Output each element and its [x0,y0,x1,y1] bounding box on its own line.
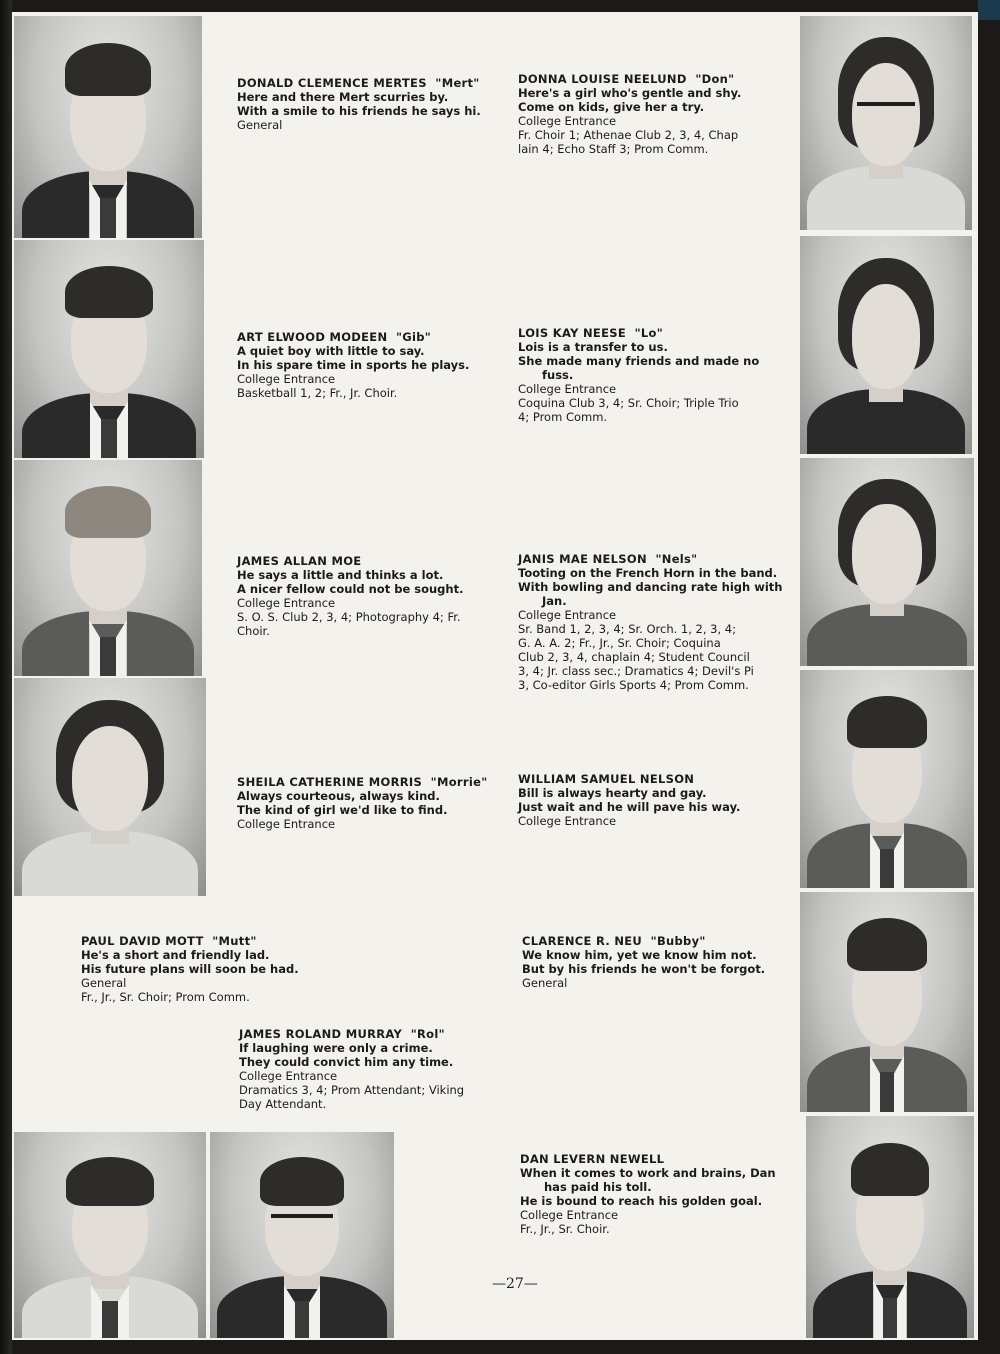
detail-line: G. A. A. 2; Fr., Jr., Sr. Choir; Coquina [518,636,721,650]
portrait-photo-neu [800,892,974,1112]
nickname: "Don" [695,72,735,86]
verse-line: If laughing were only a crime. [239,1041,433,1055]
verse-line: Just wait and he will pave his way. [518,800,741,814]
nickname: "Rol" [410,1027,445,1041]
detail-line: General [522,976,568,990]
student-name: SHEILA CATHERINE MORRIS [237,775,423,789]
detail-line: College Entrance [237,596,336,610]
student-name: ART ELWOOD MODEEN [237,330,388,344]
detail-line: Day Attendant. [239,1097,327,1111]
portrait-photo-moe [14,460,202,676]
portrait-photo-janis-nelson [800,458,974,666]
detail-line: College Entrance [237,372,336,386]
detail-line: College Entrance [239,1069,338,1083]
detail-line: Club 2, 3, 4, chaplain 4; Student Council [518,650,750,664]
verse-line: A quiet boy with little to say. [237,344,425,358]
detail-line: College Entrance [520,1208,619,1222]
student-name: DONALD CLEMENCE MERTES [237,76,427,90]
detail-line: Coquina Club 3, 4; Sr. Choir; Triple Trio [518,396,739,410]
verse-line: They could convict him any time. [239,1055,454,1069]
entry-newell [520,1152,776,1236]
detail-line: 3, 4; Jr. class sec.; Dramatics 4; Devil's Pi [518,664,754,678]
verse-line: Bill is always hearty and gay. [518,786,707,800]
detail-line: Choir. [237,624,270,638]
verse-line: Jan. [542,594,567,608]
verse-line: The kind of girl we'd like to find. [237,803,448,817]
student-name: JANIS MAE NELSON [518,552,647,566]
entry-neelund [518,72,741,156]
detail-line: Fr., Jr., Sr. Choir; Prom Comm. [81,990,250,1004]
verse-line: We know him, yet we know him not. [522,948,757,962]
nickname: "Lo" [634,326,664,340]
portrait-photo-mertes [14,16,202,238]
entry-moe [237,554,463,638]
portrait-photo-neelund [800,16,972,230]
detail-line: College Entrance [518,608,617,622]
nickname: "Gib" [395,330,432,344]
verse-line: Here's a girl who's gentle and shy. [518,86,742,100]
detail-line: College Entrance [518,814,617,828]
verse-line: Here and there Mert scurries by. [237,90,449,104]
verse-line: Come on kids, give her a try. [518,100,705,114]
portrait-photo-modeen [14,240,204,458]
nickname: "Mert" [435,76,480,90]
student-name: DONNA LOUISE NEELUND [518,72,687,86]
student-name: LOIS KAY NEESE [518,326,626,340]
detail-line: College Entrance [237,817,336,831]
verse-line: Lois is a transfer to us. [518,340,668,354]
verse-line: His future plans will soon be had. [81,962,299,976]
verse-line: has paid his toll. [544,1180,652,1194]
entry-neu [522,934,765,990]
portrait-photo-morris [14,678,206,896]
portrait-photo-mott [14,1132,206,1338]
detail-line: College Entrance [518,114,617,128]
verse-line: fuss. [542,368,574,382]
verse-line: Tooting on the French Horn in the band. [518,566,778,580]
verse-line: With a smile to his friends he says hi. [237,104,481,118]
detail-line: Sr. Band 1, 2, 3, 4; Sr. Orch. 1, 2, 3, 4; [518,622,737,636]
verse-line: In his spare time in sports he plays. [237,358,470,372]
nickname: "Nels" [655,552,698,566]
corner-tab [978,0,1000,20]
entry-murray [239,1027,464,1111]
portrait-photo-murray [210,1132,394,1338]
verse-line: A nicer fellow could not be sought. [237,582,464,596]
entry-mott [81,934,299,1004]
verse-line: But by his friends he won't be forgot. [522,962,766,976]
detail-line: Basketball 1, 2; Fr., Jr. Choir. [237,386,398,400]
portrait-photo-william-nelson [800,670,974,888]
page-binding [0,0,12,1354]
portrait-photo-newell [806,1116,974,1338]
nickname: "Mutt" [212,934,257,948]
student-name: PAUL DAVID MOTT [81,934,204,948]
detail-line: College Entrance [518,382,617,396]
detail-line: General [81,976,127,990]
verse-line: She made many friends and made no [518,354,760,368]
entry-modeen [237,330,469,400]
entry-william-nelson [518,772,740,828]
verse-line: When it comes to work and brains, Dan [520,1166,776,1180]
detail-line: 3, Co-editor Girls Sports 4; Prom Comm. [518,678,749,692]
entry-janis-nelson [518,552,782,692]
entry-morris [237,775,487,831]
detail-line: lain 4; Echo Staff 3; Prom Comm. [518,142,709,156]
verse-line: He's a short and friendly lad. [81,948,270,962]
student-name: CLARENCE R. NEU [522,934,643,948]
detail-line: 4; Prom Comm. [518,410,608,424]
student-name: DAN LEVERN NEWELL [520,1152,665,1166]
detail-line: S. O. S. Club 2, 3, 4; Photography 4; Fr. [237,610,461,624]
student-name: JAMES ALLAN MOE [237,554,362,568]
student-name: WILLIAM SAMUEL NELSON [518,772,695,786]
detail-line: General [237,118,283,132]
detail-line: Dramatics 3, 4; Prom Attendant; Viking [239,1083,465,1097]
verse-line: Always courteous, always kind. [237,789,440,803]
verse-line: He is bound to reach his golden goal. [520,1194,763,1208]
portrait-photo-neese [800,236,972,454]
verse-line: He says a little and thinks a lot. [237,568,444,582]
student-name: JAMES ROLAND MURRAY [239,1027,403,1041]
entry-mertes [237,76,481,132]
verse-line: With bowling and dancing rate high with [518,580,783,594]
entry-neese [518,326,759,424]
detail-line: Fr., Jr., Sr. Choir. [520,1222,610,1236]
page-number: —27— [492,1276,538,1292]
nickname: "Morrie" [430,775,488,789]
nickname: "Bubby" [650,934,706,948]
detail-line: Fr. Choir 1; Athenae Club 2, 3, 4, Chap [518,128,739,142]
